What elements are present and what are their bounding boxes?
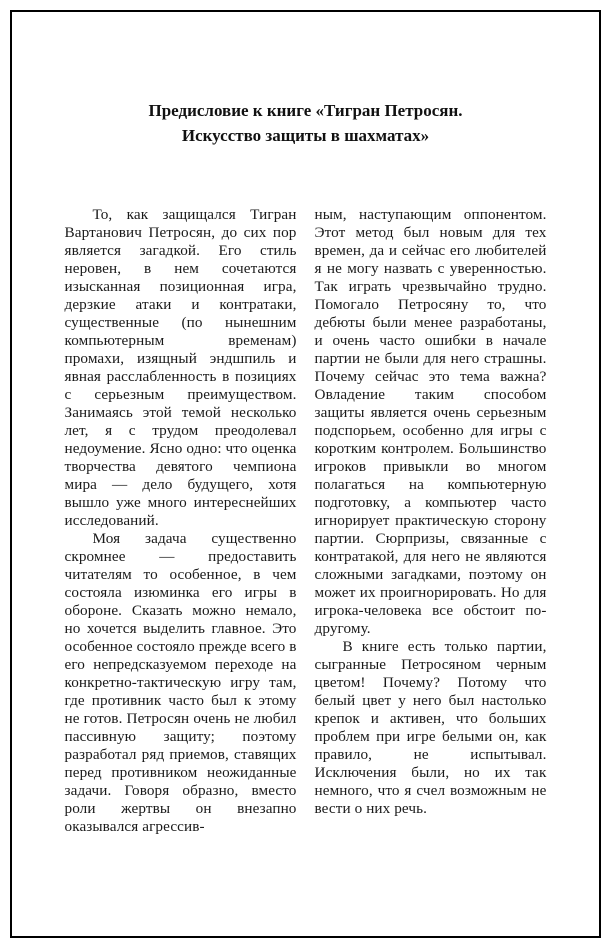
right-column [315,206,547,836]
paragraph: ным, наступающим оппонентом. Этот метод был новым для тех времен, да и сейчас его любителей я не могу назвать с уверенностью. Так играть чрезвычайно трудно. Помогало Петросяну то, что дебюты были менее разработаны, и очень часто ошибки в начале партии не были для него страшны. Почему сейчас это тема важна? Овладение таким способом защиты является очень серьезным подспорьем, особенно для игры с коротким контролем. Большинство игроков привыкли во многом полагаться на компьютерную подготовку, а компьютер часто игнорирует практическую сторону партии. Сюрпризы, связанные с контратакой, для него не являются сложными загадками, поэтому он может их проигнорировать. Но для игрока-человека все обстоит по-другому. [314,206,547,637]
text-columns [65,206,547,836]
paragraph: То, как защищался Тигран Вартанович Петросян, до сих пор является загадкой. Его стиль неровен, в нем сочетаются изысканная позиционная игра, дерзкие атаки и контратаки, существенные (по нынешним компьютерным временам) промахи, изящный эндшпиль и явная расслабленность в позициях с серьезным преимуществом. Занимаясь этой темой несколько лет, я с трудом преодолевал недоумение. Ясно одно: что оценка творчества девятого чемпиона мира — дело будущего, хотя вышло уже много интереснейших исследований. [64,206,297,529]
left-column [65,206,297,836]
page-title [52,98,559,148]
page-border-frame [10,10,601,938]
paragraph: В книге есть только партии, сыгранные Петросяном черным цветом! Почему? Потому что белый цвет у него был настолько крепок и активен, что больших проблем при игре белыми он, как правило, не испытывал. Исключения были, но их так немного, что я счел возможным не вести о них речь. [314,638,547,817]
page-title-line-1: Предисловие к книге «Тигран Петросян. [148,101,463,120]
page-title-line-2: Искусство защиты в шахматах» [181,126,430,145]
paragraph: Моя задача существенно скромнее — предоставить читателям то особенное, в чем состояла изюминка его игры в обороне. Сказать можно немало, но хочется выделить главное. Это особенное состояло прежде всего в его непредсказуемом переходе на конкретно-тактическую игру там, где противник часто был к этому не готов. Петросян очень не любил пассивную защиту; поэтому разработал ряд приемов, ставящих перед противником неожиданные задачи. Говоря образно, вместо роли жертвы он внезапно оказывался агрессив- [64,530,297,835]
